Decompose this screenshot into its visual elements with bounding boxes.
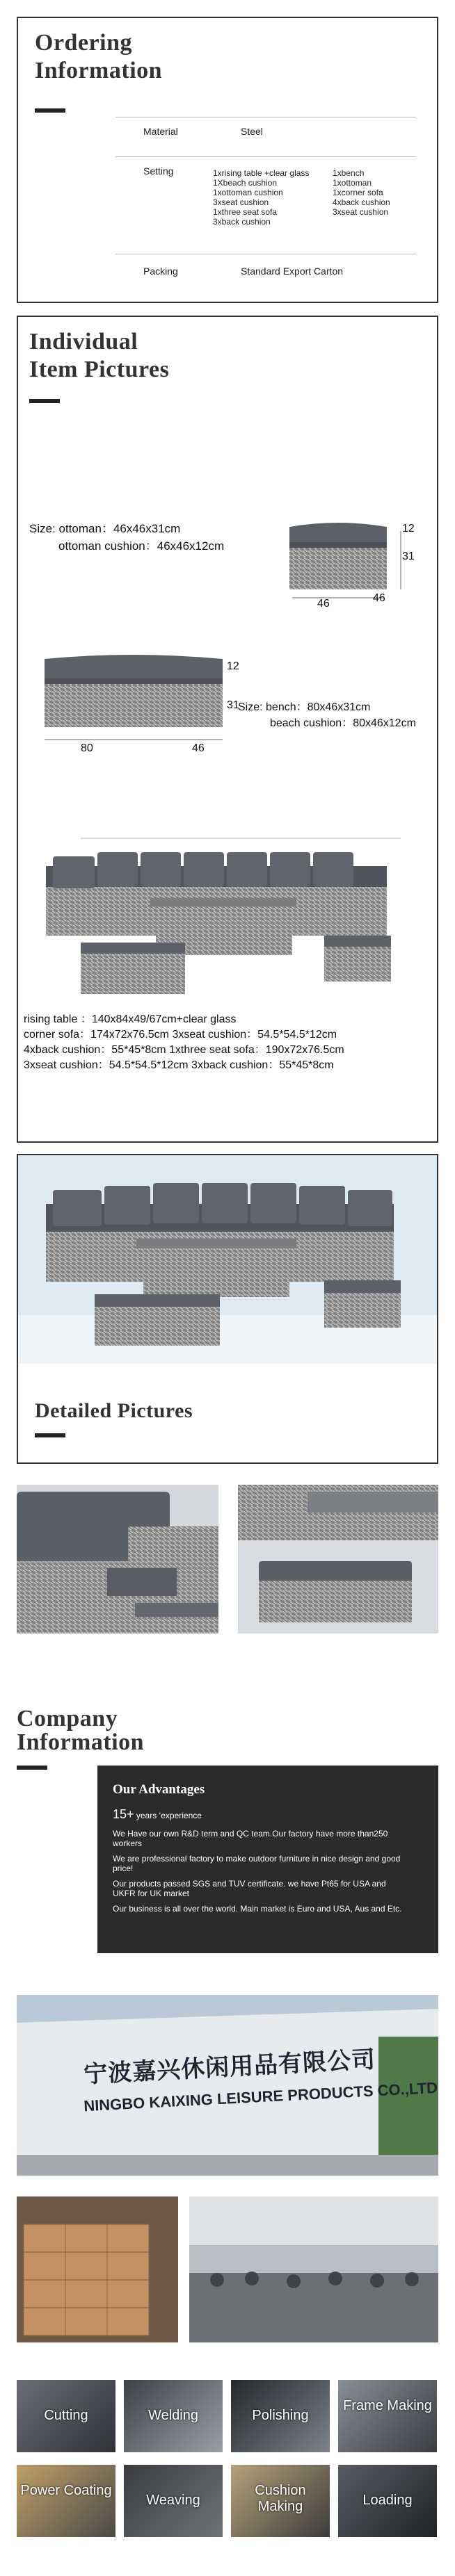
process-label: Cutting — [44, 2408, 88, 2423]
warehouse-photo — [17, 2196, 178, 2342]
process-tile-weaving — [124, 2465, 223, 2537]
process-label: Weaving — [146, 2493, 200, 2508]
advantage-point: We are professional factory to make outdoor furniture in nice design and good price! — [113, 1854, 401, 1873]
material-value: Steel — [241, 126, 263, 137]
advantage-point: We Have our own R&D term and QC team.Our factory have more than250 workers — [113, 1829, 388, 1848]
setting-item: 1xbench — [333, 168, 365, 178]
section-divider — [35, 1433, 65, 1437]
set-spec-list — [24, 1012, 344, 1073]
set-spec-line: 3xseat cushion：54.5*54.5*12cm 3xback cushion：55*45*8cm — [24, 1059, 334, 1071]
setting-item: 1xottoman — [333, 178, 372, 188]
ottoman-dim-height: 31 — [402, 551, 415, 562]
ordering-title-line2: Information — [35, 58, 163, 83]
ordering-title — [35, 29, 162, 85]
company-title — [17, 1707, 144, 1754]
ottoman-cushion-size: ottoman cushion：46x46x12cm — [58, 539, 225, 553]
process-tile-power-coating — [17, 2465, 115, 2537]
detail-photo-sofa — [17, 1485, 218, 1633]
workshop-photo — [189, 2196, 438, 2342]
process-tile-frame-making — [338, 2380, 437, 2452]
process-tile-cutting — [17, 2380, 115, 2452]
setting-col1 — [213, 168, 309, 227]
factory-sign-en: NINGBO KAIXING LEISURE PRODUCTS CO.,LTD — [83, 2078, 438, 2115]
set-spec-line: 4xback cushion：55*45*8cm 1xthree seat sofa：190x72x76.5cm — [24, 1044, 344, 1056]
bench-size: Size: bench：80x46x31cm — [238, 701, 371, 713]
setting-col2 — [333, 168, 390, 217]
individual-title-line1: Individual — [29, 329, 138, 354]
process-label: Cushion Making — [255, 2483, 306, 2514]
material-row — [115, 117, 416, 157]
advantage-point: Our products passed SGS and TUV certificate. we have Pt65 for USA and UKFR for UK market — [113, 1879, 386, 1898]
detailed-pictures-card — [17, 1154, 438, 1464]
process-label: Welding — [148, 2408, 198, 2423]
ordering-title-line1: Ordering — [35, 30, 132, 56]
individual-items-card — [17, 316, 438, 1143]
process-label: Polishing — [252, 2408, 309, 2423]
setting-item: 3xback cushion — [213, 217, 271, 227]
years-experience — [113, 1807, 423, 1822]
packing-value: Standard Export Carton — [241, 266, 344, 277]
company-title-line2: Information — [17, 1729, 145, 1755]
setting-item: 1xrising table +clear glass — [213, 168, 310, 178]
bench-size-text — [238, 698, 416, 730]
setting-item: 1xthree seat sofa — [213, 207, 278, 217]
setting-item: 1Xbeach cushion — [213, 178, 278, 188]
ottoman-dim-width: 46 — [317, 598, 330, 610]
packing-row — [115, 254, 416, 289]
bench-dim-height: 31 — [227, 699, 239, 711]
full-set-image — [39, 831, 415, 1005]
bench-dim-width: 80 — [81, 742, 93, 754]
process-label: Loading — [362, 2493, 413, 2508]
bench-cushion-size: beach cushion：80x46x12cm — [270, 717, 416, 729]
bench-dim-height-cushion: 12 — [227, 660, 239, 672]
ottoman-size-text — [29, 519, 224, 553]
factory-sign-photo — [17, 1995, 438, 2176]
setting-label: Setting — [143, 165, 174, 177]
setting-row — [115, 157, 416, 254]
bench-dim-depth: 46 — [192, 742, 205, 754]
packing-label: Packing — [143, 266, 178, 277]
ordering-information-card — [17, 17, 438, 303]
setting-item: 1xcorner sofa — [333, 188, 383, 197]
setting-item: 3xseat cushion — [213, 197, 269, 207]
process-tile-welding — [124, 2380, 223, 2452]
process-label: Power Coating — [20, 2483, 112, 2498]
section-divider — [35, 108, 65, 113]
process-tile-polishing — [231, 2380, 330, 2452]
detail-hero-image — [18, 1155, 437, 1364]
years-number: 15+ — [113, 1807, 134, 1821]
ottoman-dim-height-cushion: 12 — [402, 523, 415, 535]
advantage-point: Our business is all over the world. Main market is Euro and USA, Aus and Etc. — [113, 1904, 402, 1914]
detailed-title: Detailed Pictures — [35, 1399, 193, 1422]
years-text: years ‘experience — [134, 1811, 202, 1820]
set-spec-line: corner sofa：174x72x76.5cm 3xseat cushion：54.5*54.5*12cm — [24, 1029, 337, 1041]
detail-photo-ottoman — [238, 1485, 438, 1633]
individual-title-line2: Item Pictures — [29, 357, 170, 382]
bench-image — [35, 644, 244, 748]
ottoman-dim-depth: 46 — [373, 592, 385, 604]
setting-item: 3xseat cushion — [333, 207, 389, 217]
ottoman-size: Size: ottoman：46x46x31cm — [29, 522, 181, 535]
factory-sign-cn: 宁波嘉兴休闲用品有限公司 — [83, 2046, 376, 2089]
process-tile-loading — [338, 2465, 437, 2537]
company-title-line1: Company — [17, 1706, 118, 1731]
individual-title — [29, 328, 169, 384]
section-divider — [29, 399, 60, 403]
setting-item: 1xottoman cushion — [213, 188, 283, 197]
advantages-box — [97, 1766, 438, 1953]
set-spec-line: rising table ：140x84x49/67cm+clear glass — [24, 1013, 237, 1025]
setting-item: 4xback cushion — [333, 197, 390, 207]
process-label: Frame Making — [343, 2398, 432, 2413]
section-divider — [17, 1766, 47, 1770]
advantages-title: Our Advantages — [113, 1782, 205, 1797]
material-label: Material — [143, 126, 178, 137]
process-tile-cushion-making — [231, 2465, 330, 2537]
ottoman-image — [269, 503, 422, 608]
